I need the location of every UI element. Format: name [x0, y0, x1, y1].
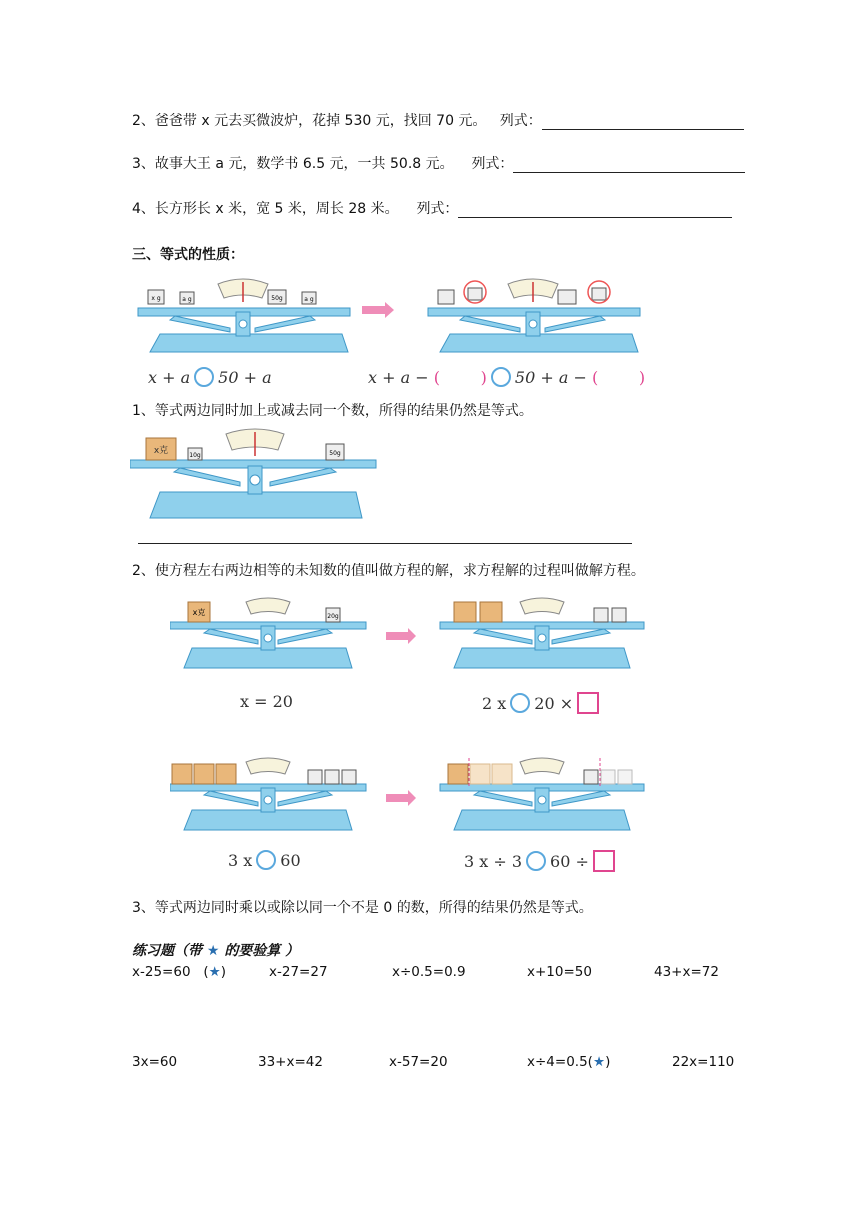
weight-label: a g [304, 296, 314, 303]
exercise-item: 22x=110 [672, 1054, 735, 1070]
exercise-item: x-57=20 [389, 1054, 448, 1070]
exercise-title: 练习题（带 ★ 的要验算 ） [132, 943, 300, 959]
formula-2-right: 2 x 20 × [482, 692, 599, 714]
formula-1-left: x + a 50 + a [148, 368, 272, 387]
star-icon: ★ [208, 964, 221, 980]
balance-figure-3 [170, 596, 650, 672]
balance-figure-2 [130, 428, 380, 522]
balance-scale-left [138, 279, 350, 352]
exercise-item: x-25=60 (★) [132, 964, 227, 980]
formula-3-right: 3 x ÷ 3 60 ÷ [464, 850, 615, 872]
exercise-item: x÷4=0.5(★) [527, 1054, 611, 1070]
weight-label: 50g [271, 295, 283, 302]
problem-3: 3、故事大王 a 元，数学书 6.5 元，一共 50.8 元。 列式： [132, 153, 745, 173]
arrow-icon [386, 628, 416, 644]
weight-label: 50g [329, 450, 341, 457]
problem-4: 4、长方形长 x 米，宽 5 米，周长 28 米。 列式： [132, 198, 732, 218]
weight-label: x克 [153, 446, 169, 456]
balance-figure-4 [170, 756, 650, 834]
answer-line[interactable] [458, 203, 732, 218]
compare-circle[interactable] [510, 693, 530, 713]
weight-label: a g [182, 296, 192, 303]
problem-2: 2、爸爸带 x 元去买微波炉，花掉 530 元，找回 70 元。 列式： [132, 110, 744, 130]
formula-1-right: x + a − ( ) 50 + a − ( ) [368, 368, 646, 387]
answer-line[interactable] [513, 158, 745, 173]
property-2: 2、使方程左右两边相等的未知数的值叫做方程的解，求方程解的过程叫做解方程。 [132, 563, 645, 579]
exercise-item: 43+x=72 [654, 964, 719, 980]
exercise-item: x+10=50 [527, 964, 592, 980]
compare-circle[interactable] [491, 367, 511, 387]
compare-circle[interactable] [526, 851, 546, 871]
weight-label: x克 [192, 608, 206, 617]
exercise-item: 3x=60 [132, 1054, 178, 1070]
star-icon: ★ [206, 943, 220, 959]
answer-line[interactable] [542, 115, 744, 130]
formula-3-left: 3 x 60 [228, 851, 301, 870]
weight-label: 10g [189, 452, 201, 459]
section-title: 三、等式的性质： [132, 247, 244, 263]
balance-scale-right [428, 279, 640, 352]
exercise-item: x-27=27 [269, 964, 328, 980]
answer-line[interactable] [138, 543, 632, 544]
property-1: 1、等式两边同时加上或减去同一个数，所得的结果仍然是等式。 [132, 403, 533, 419]
arrow-icon [362, 302, 394, 318]
compare-circle[interactable] [256, 850, 276, 870]
star-icon: ★ [592, 1054, 606, 1070]
exercise-item: 33+x=42 [258, 1054, 323, 1070]
formula-2-left: x = 20 [240, 692, 293, 711]
property-3: 3、等式两边同时乘以或除以同一个不是 0 的数，所得的结果仍然是等式。 [132, 900, 593, 916]
balance-figure-1 [130, 272, 670, 358]
weight-label: 20g [327, 613, 339, 620]
exercise-item: x÷0.5=0.9 [392, 964, 466, 980]
compare-circle[interactable] [194, 367, 214, 387]
answer-box[interactable] [577, 692, 599, 714]
answer-box[interactable] [593, 850, 615, 872]
arrow-icon [386, 790, 416, 806]
weight-label: x g [151, 295, 161, 302]
